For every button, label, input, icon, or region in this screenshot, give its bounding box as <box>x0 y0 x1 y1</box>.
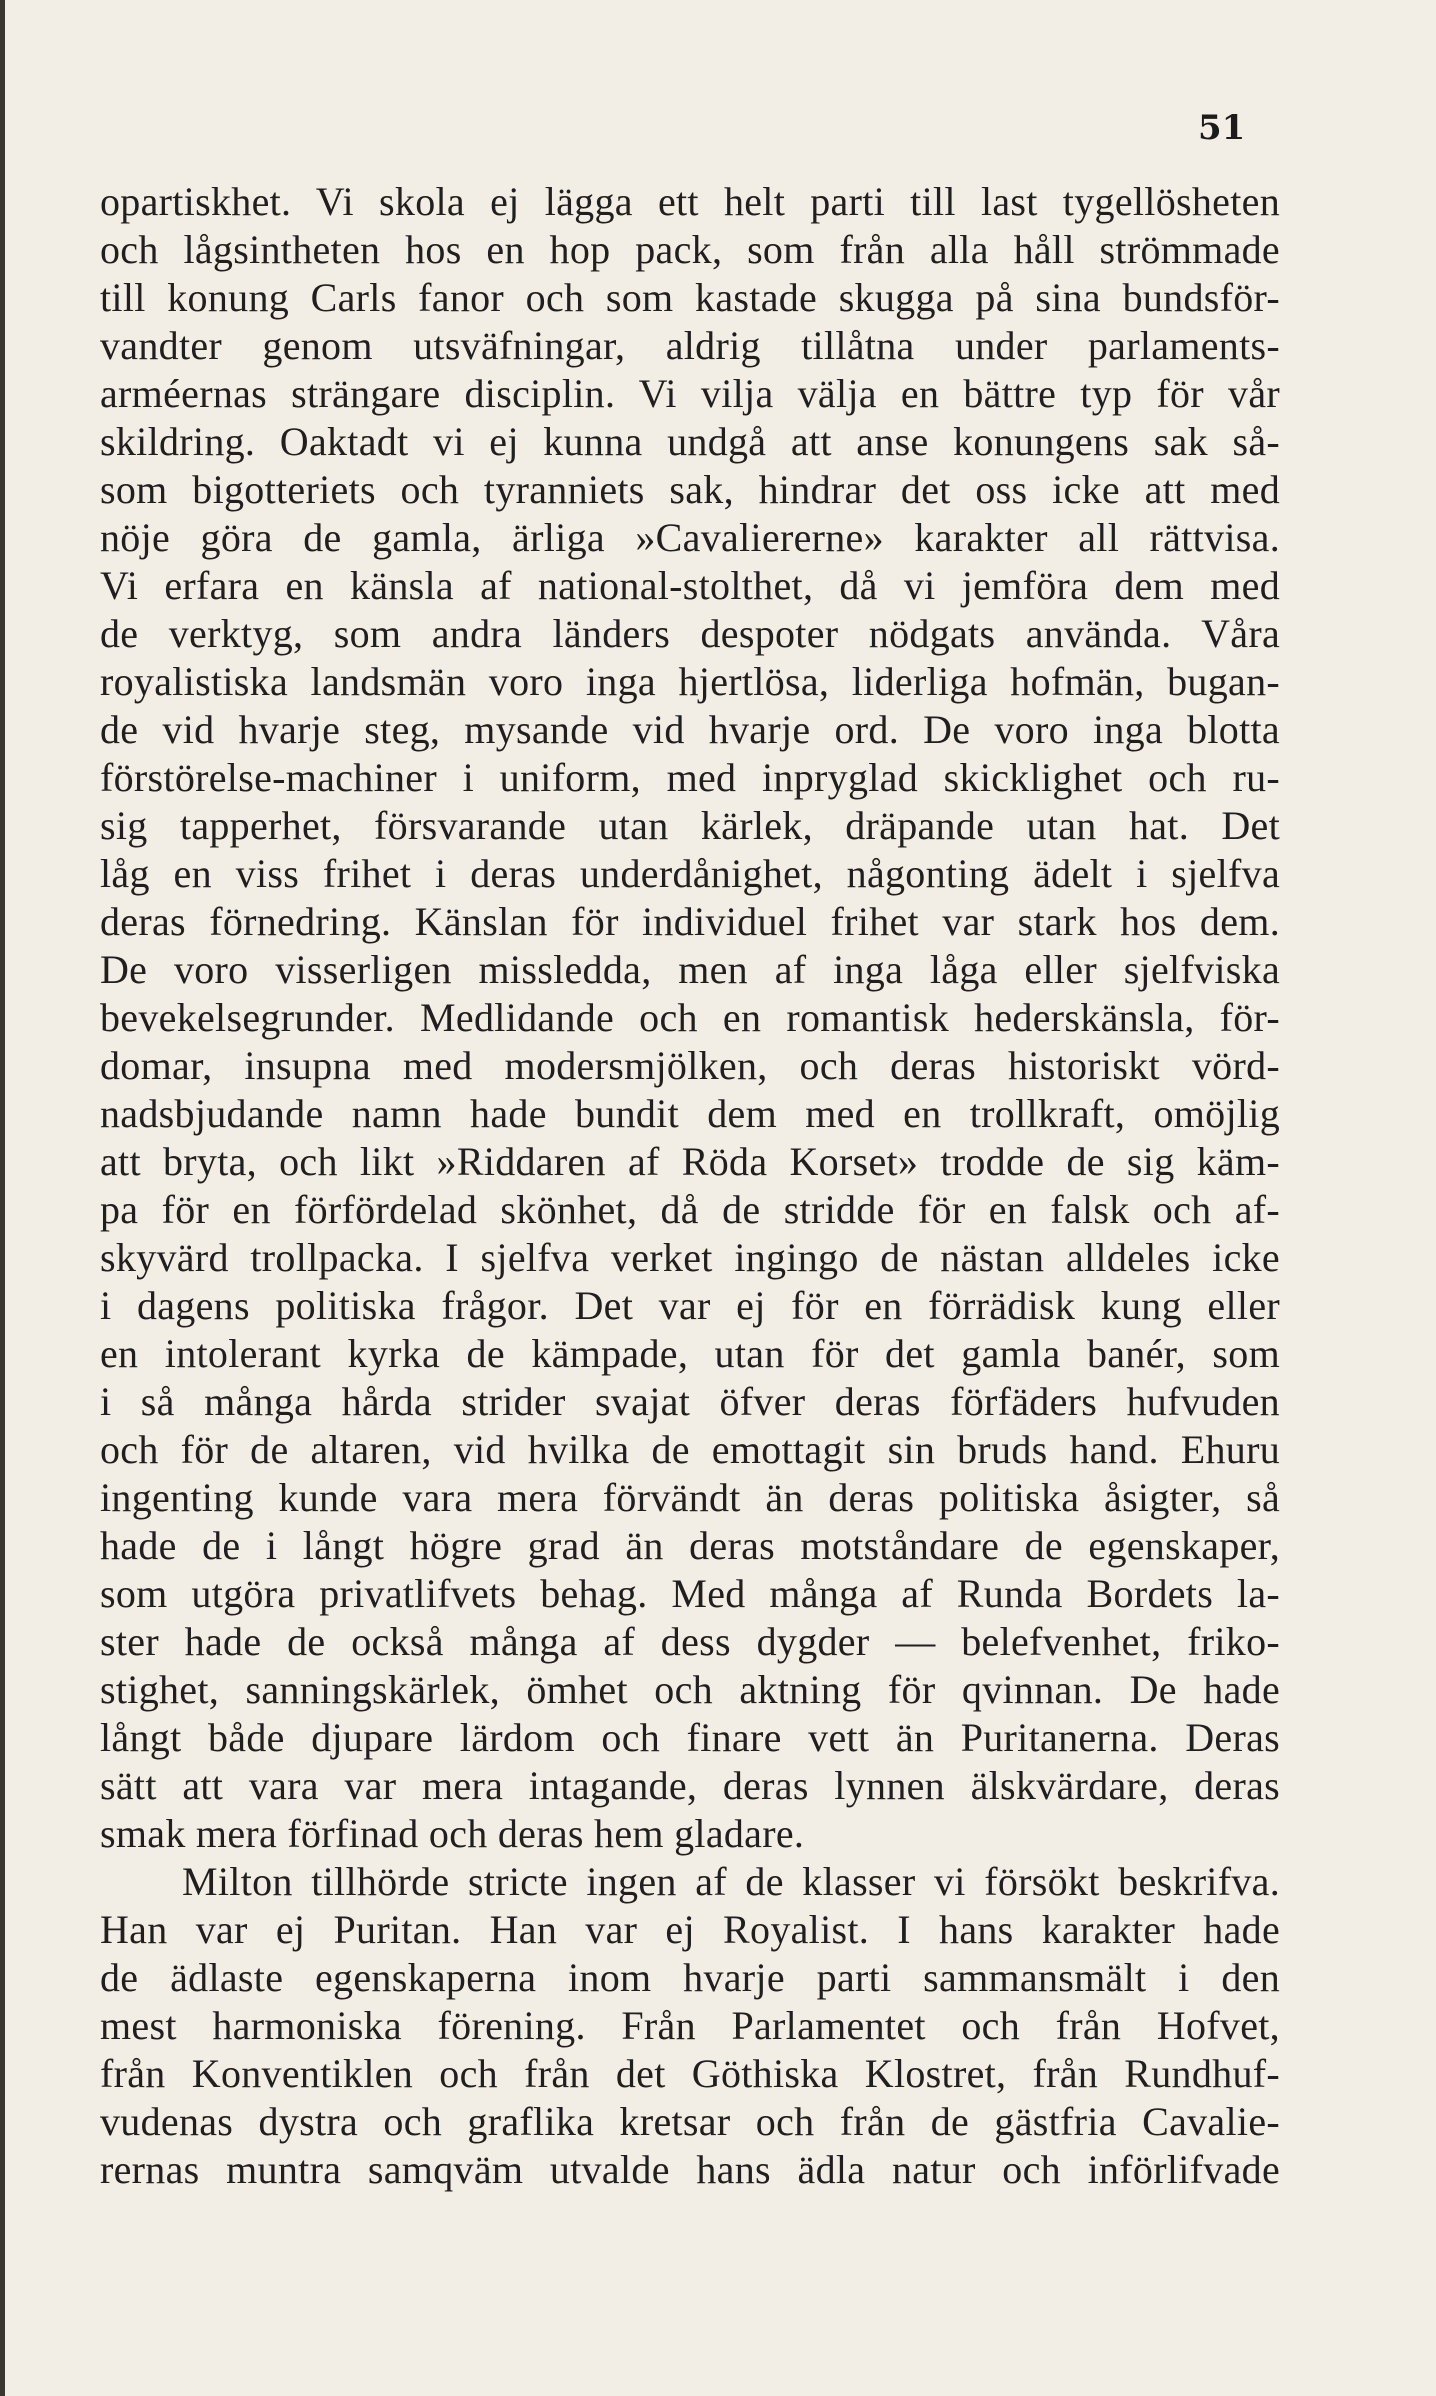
text-line: de vid hvarje steg, mysande vid hvarje ord. De voro inga blotta <box>100 707 1280 752</box>
text-line: de ädlaste egenskaperna inom hvarje parti sammansmält i den <box>100 1955 1280 2000</box>
text-line: stighet, sanningskärlek, ömhet och aktning för qvinnan. De hade <box>100 1667 1280 1712</box>
text-line: Han var ej Puritan. Han var ej Royalist. I hans karakter hade <box>100 1907 1280 1952</box>
text-line: vudenas dystra och graflika kretsar och från de gästfria Cavalie- <box>100 2099 1280 2144</box>
text-line: och för de altaren, vid hvilka de emottagit sin bruds hand. Ehuru <box>100 1427 1280 1472</box>
text-line: pa för en förfördelad skönhet, då de stridde för en falsk och af- <box>100 1187 1280 1232</box>
text-line: Vi erfara en känsla af national-stolthet, då vi jemföra dem med <box>100 563 1280 608</box>
text-line: ingenting kunde vara mera förvändt än deras politiska åsigter, så <box>100 1475 1280 1520</box>
text-line: opartiskhet. Vi skola ej lägga ett helt parti till last tygellösheten <box>100 179 1280 224</box>
text-line: förstörelse-machiner i uniform, med inpryglad skicklighet och ru- <box>100 755 1280 800</box>
text-line: nadsbjudande namn hade bundit dem med en trollkraft, omöjlig <box>100 1091 1280 1136</box>
text-line: smak mera förfinad och deras hem gladare. <box>100 1811 805 1856</box>
page-edge-shadow <box>0 0 5 2396</box>
text-line: De voro visserligen missledda, men af inga låga eller sjelfviska <box>100 947 1280 992</box>
text-line: i så många hårda strider svajat öfver deras förfäders hufvuden <box>100 1379 1280 1424</box>
text-line: skyvärd trollpacka. I sjelfva verket ingingo de nästan alldeles icke <box>100 1235 1280 1280</box>
text-line: hade de i långt högre grad än deras motståndare de egenskaper, <box>100 1523 1280 1568</box>
text-line: låg en viss frihet i deras underdånighet, någonting ädelt i sjelfva <box>100 851 1280 896</box>
text-line: skildring. Oaktadt vi ej kunna undgå att anse konungens sak så- <box>100 419 1280 464</box>
text-line: Milton tillhörde stricte ingen af de klasser vi försökt beskrifva. <box>182 1859 1280 1904</box>
text-line: ster hade de också många af dess dygder — belefvenhet, friko- <box>100 1619 1280 1664</box>
text-line: de verktyg, som andra länders despoter nödgats använda. Våra <box>100 611 1280 656</box>
text-line: en intolerant kyrka de kämpade, utan för det gamla banér, som <box>100 1331 1280 1376</box>
text-line: från Konventiklen och från det Göthiska Klostret, från Rundhuf- <box>100 2051 1280 2096</box>
text-line: sätt att vara var mera intagande, deras lynnen älskvärdare, deras <box>100 1763 1280 1808</box>
text-line: rernas muntra samqväm utvalde hans ädla natur och införlifvade <box>100 2147 1280 2192</box>
text-line: till konung Carls fanor och som kastade skugga på sina bundsför- <box>100 275 1280 320</box>
text-line: att bryta, och likt »Riddaren af Röda Korset» trodde de sig käm- <box>100 1139 1280 1184</box>
text-line: och lågsintheten hos en hop pack, som från alla håll strömmade <box>100 227 1280 272</box>
text-line: deras förnedring. Känslan för individuel frihet var stark hos dem. <box>100 899 1280 944</box>
text-line: arméernas strängare disciplin. Vi vilja välja en bättre typ för vår <box>100 371 1280 416</box>
text-line: domar, insupna med modersmjölken, och deras historiskt vörd- <box>100 1043 1280 1088</box>
text-line: i dagens politiska frågor. Det var ej för en förrädisk kung eller <box>100 1283 1280 1328</box>
text-line: royalistiska landsmän voro inga hjertlösa, liderliga hofmän, bugan- <box>100 659 1280 704</box>
body-text <box>100 178 1280 2194</box>
text-line: sig tapperhet, försvarande utan kärlek, dräpande utan hat. Det <box>100 803 1280 848</box>
text-line: nöje göra de gamla, ärliga »Cavaliererne» karakter all rättvisa. <box>100 515 1280 560</box>
text-line: som utgöra privatlifvets behag. Med många af Runda Bordets la- <box>100 1571 1280 1616</box>
text-line: bevekelsegrunder. Medlidande och en romantisk hederskänsla, för- <box>100 995 1280 1040</box>
page-number: 51 <box>1198 108 1246 148</box>
text-line: långt både djupare lärdom och finare vett än Puritanerna. Deras <box>100 1715 1280 1760</box>
text-line: mest harmoniska förening. Från Parlamentet och från Hofvet, <box>100 2003 1280 2048</box>
text-line: vandter genom utsväfningar, aldrig tillåtna under parlaments- <box>100 323 1280 368</box>
text-line: som bigotteriets och tyranniets sak, hindrar det oss icke att med <box>100 467 1280 512</box>
